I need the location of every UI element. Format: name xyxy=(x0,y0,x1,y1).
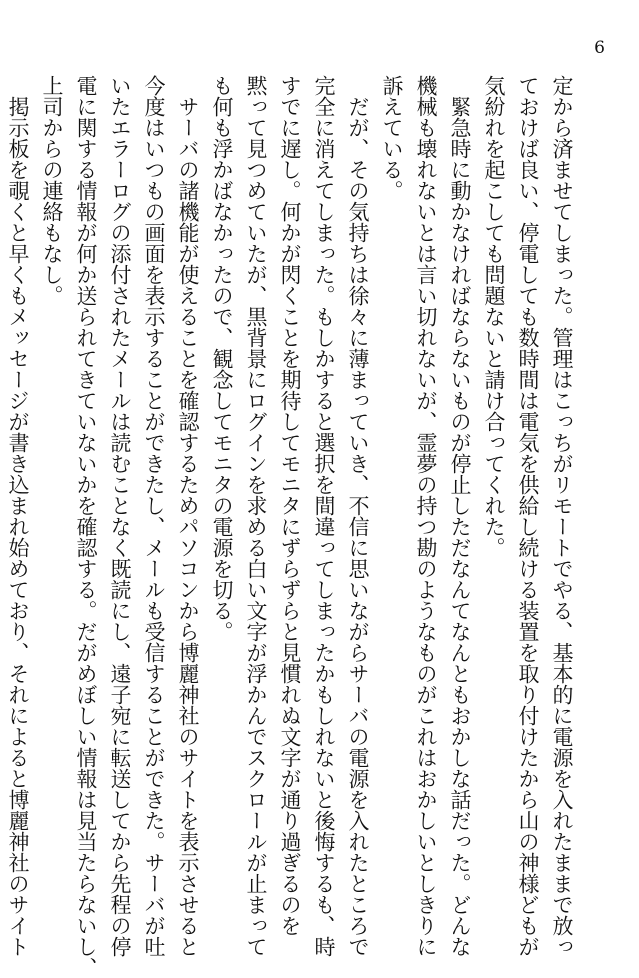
text-column: 掲示板を覗くと早くもメッセージが書き込まれ始めており、それによると博麗神社のサイト xyxy=(6,75,30,957)
text-column: いたエラーログの添付されたメールは読むことなく既読にし、遠子宛に転送してから先程の停 xyxy=(108,75,132,957)
page-number: 6 xyxy=(594,38,605,58)
text-column: 機械も壊れないとは言い切れないが、霊夢の持つ勘のようなものがこれはおかしいとしきりに xyxy=(414,75,438,957)
text-column: 定から済ませてしまった。管理はこっちがリモートでやる、基本的に電源を入れたままで放っ xyxy=(550,75,574,957)
text-column: も何も浮かばなかったので、観念してモニタの電源を切る。 xyxy=(210,75,234,642)
text-column: 黙って見つめていたが、黒背景にログインを求める白い文字が浮かんでスクロールが止まって xyxy=(244,75,268,957)
text-column: 電に関する情報が何か送られてきていないかを確認する。だがめぼしい情報は見当たらないし、 xyxy=(74,75,98,978)
text-column: ておけば良い、停電しても数時間は電気を供給し続ける装置を取り付けたから山の神様どもが xyxy=(516,75,540,957)
text-column: 気紛れを起こしても問題ないと請け合ってくれた。 xyxy=(482,75,506,558)
text-column: 今度はいつもの画面を表示することができたし、メールも受信することができた。サーバが吐 xyxy=(142,75,166,957)
body-text xyxy=(1,75,579,978)
text-column: 上司からの連絡もなし。 xyxy=(40,75,64,306)
text-column: サーバの諸機能が使えることを確認するためパソコンから博麗神社のサイトを表示させると xyxy=(176,75,200,957)
text-column: 訴えている。 xyxy=(380,75,404,201)
text-column: 完全に消えてしまった。もしかすると選択を間違ってしまったかもしれないと後悔するも、時 xyxy=(312,75,336,957)
text-column: すでに遅し。何かが閃くことを期待してモニタにずらずらと見慣れぬ文字が通り過ぎるのを xyxy=(278,75,302,936)
text-column: だが、その気持ちは徐々に薄まっていき、不信に思いながらサーバの電源を入れたところで xyxy=(346,75,370,957)
text-column: 緊急時に動かなければならないものが停止しただなんてなんともおかしな話だった。どんな xyxy=(448,75,472,957)
